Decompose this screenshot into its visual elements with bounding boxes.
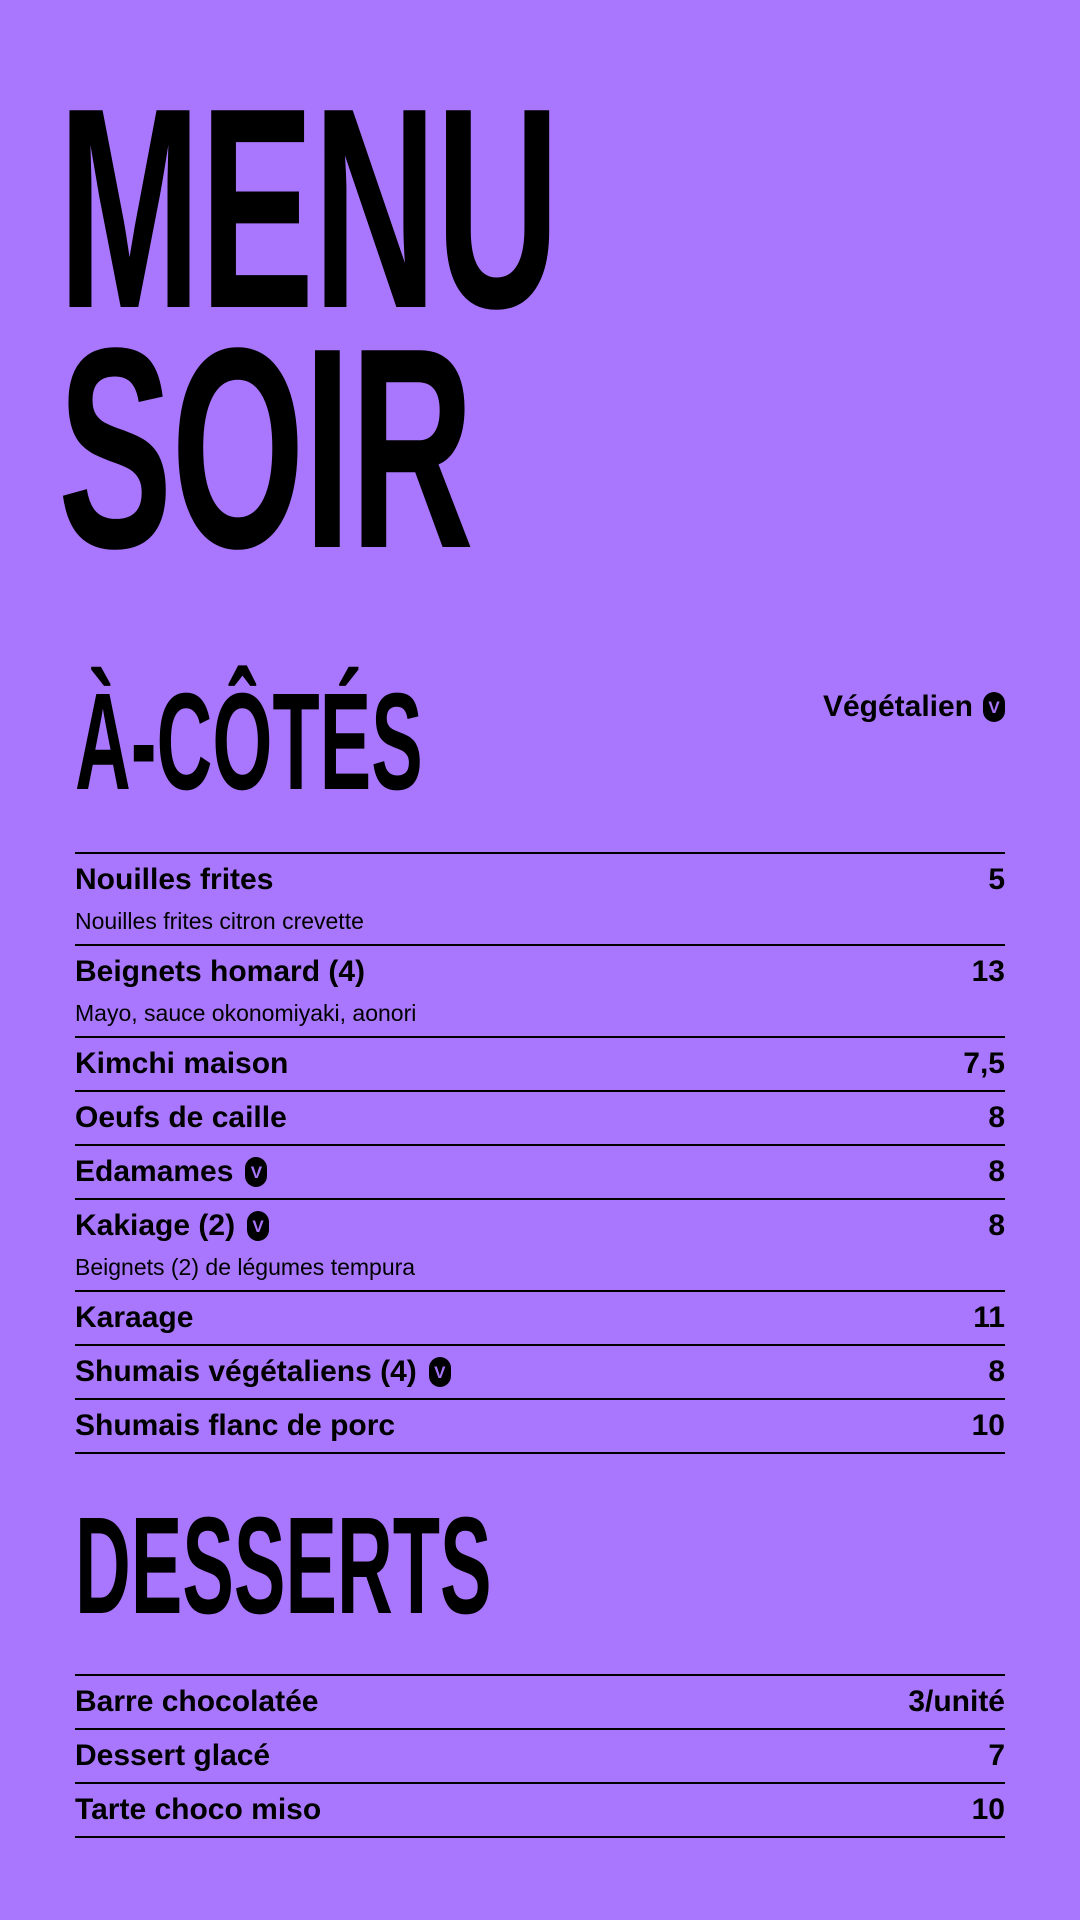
menu-item-name: [75, 1355, 451, 1389]
vegan-badge-icon: V: [429, 1357, 451, 1387]
menu-item-name: [75, 1685, 318, 1719]
vegan-badge-icon: V: [983, 692, 1005, 722]
menu-item: [75, 1346, 1005, 1400]
menu-item-name: [75, 1155, 267, 1189]
menu-item-price: 8: [988, 1355, 1005, 1388]
menu-item-name: [75, 1101, 287, 1135]
menu-item-name: [75, 1739, 270, 1773]
menu-item: [75, 1200, 1005, 1292]
menu-title: [58, 48, 892, 608]
menu-item-name-text: Edamames: [75, 1155, 234, 1188]
menu-item-row: [75, 1346, 1005, 1398]
section-title-sides: À-CÔTÉS: [75, 665, 423, 819]
menu-item: [75, 1400, 1005, 1454]
menu-item: [75, 1784, 1005, 1838]
menu-item-price: 5: [988, 863, 1005, 896]
title-line-soir: SOIR: [58, 288, 473, 608]
menu-item: [75, 1730, 1005, 1784]
vegan-legend-label: Végétalien: [822, 690, 973, 723]
menu-item-name: [75, 1047, 288, 1081]
menu-item-description: Mayo, sauce okonomiyaki, aonori: [75, 1000, 417, 1026]
menu-item-row: [75, 1200, 1005, 1252]
menu-item-row: [75, 854, 1005, 906]
vegan-badge-icon: V: [247, 1211, 269, 1241]
menu-item-price: 8: [988, 1155, 1005, 1188]
menu-item-name: [75, 1209, 269, 1243]
desserts-list: [75, 1674, 1005, 1838]
menu-item-description: Beignets (2) de légumes tempura: [75, 1254, 416, 1280]
menu-item-name-text: Kimchi maison: [75, 1047, 289, 1080]
menu-item-name: [75, 1301, 193, 1335]
menu-item: [75, 1092, 1005, 1146]
menu-item-price: 13: [971, 955, 1005, 988]
menu-item: [75, 1292, 1005, 1346]
menu-item-row: [75, 1146, 1005, 1198]
menu-item: [75, 1038, 1005, 1092]
menu-item-row: [75, 1092, 1005, 1144]
title-line-menu: MENU: [58, 48, 559, 368]
menu-item-price: 8: [988, 1209, 1005, 1242]
menu-item-row: [75, 1038, 1005, 1090]
menu-item-row: [75, 946, 1005, 998]
sides-list: [75, 852, 1005, 1454]
menu-item: [75, 854, 1005, 946]
section-sides: [75, 665, 1005, 1454]
menu-item-row: [75, 1676, 1005, 1728]
menu-item-price: 11: [973, 1301, 1005, 1334]
menu-item-price: 3/unité: [908, 1685, 1005, 1718]
menu-item-name-text: Kakiage (2): [75, 1209, 236, 1242]
menu-item-row: [75, 1292, 1005, 1344]
menu-item-price: 8: [988, 1101, 1005, 1134]
menu-item-price: 10: [971, 1409, 1005, 1442]
menu-item: [75, 1146, 1005, 1200]
menu-item-name-text: Barre chocolatée: [75, 1685, 319, 1718]
menu-item-description: Nouilles frites citron crevette: [75, 908, 364, 934]
menu-item-row: [75, 1730, 1005, 1782]
section-title-desserts: DESSERTS: [75, 1489, 492, 1643]
menu-item-name-text: Oeufs de caille: [75, 1101, 287, 1134]
menu-item-row: [75, 1784, 1005, 1836]
menu-item-name: [75, 863, 273, 897]
menu-item-name-text: Dessert glacé: [75, 1739, 271, 1772]
menu-item: [75, 1676, 1005, 1730]
menu-item-price: 7,5: [963, 1047, 1005, 1080]
menu-item-name: [75, 955, 365, 989]
vegan-badge-icon: V: [245, 1157, 267, 1187]
menu-item-row: [75, 1400, 1005, 1452]
vegan-legend: [823, 690, 1005, 724]
menu-item: [75, 946, 1005, 1038]
menu-item-price: 7: [988, 1739, 1005, 1772]
menu-item-name-text: Tarte choco miso: [75, 1793, 322, 1826]
menu-item-name-text: Shumais flanc de porc: [75, 1409, 396, 1442]
menu-item-name: [75, 1793, 321, 1827]
menu-item-name-text: Shumais végétaliens (4): [75, 1355, 417, 1388]
menu-item-name-text: Nouilles frites: [75, 863, 274, 896]
section-desserts: [75, 1489, 1005, 1838]
menu-item-name-text: Karaage: [75, 1301, 194, 1334]
menu-item-name: [75, 1409, 395, 1443]
menu-item-name-text: Beignets homard (4): [75, 955, 366, 988]
menu-item-price: 10: [971, 1793, 1005, 1826]
